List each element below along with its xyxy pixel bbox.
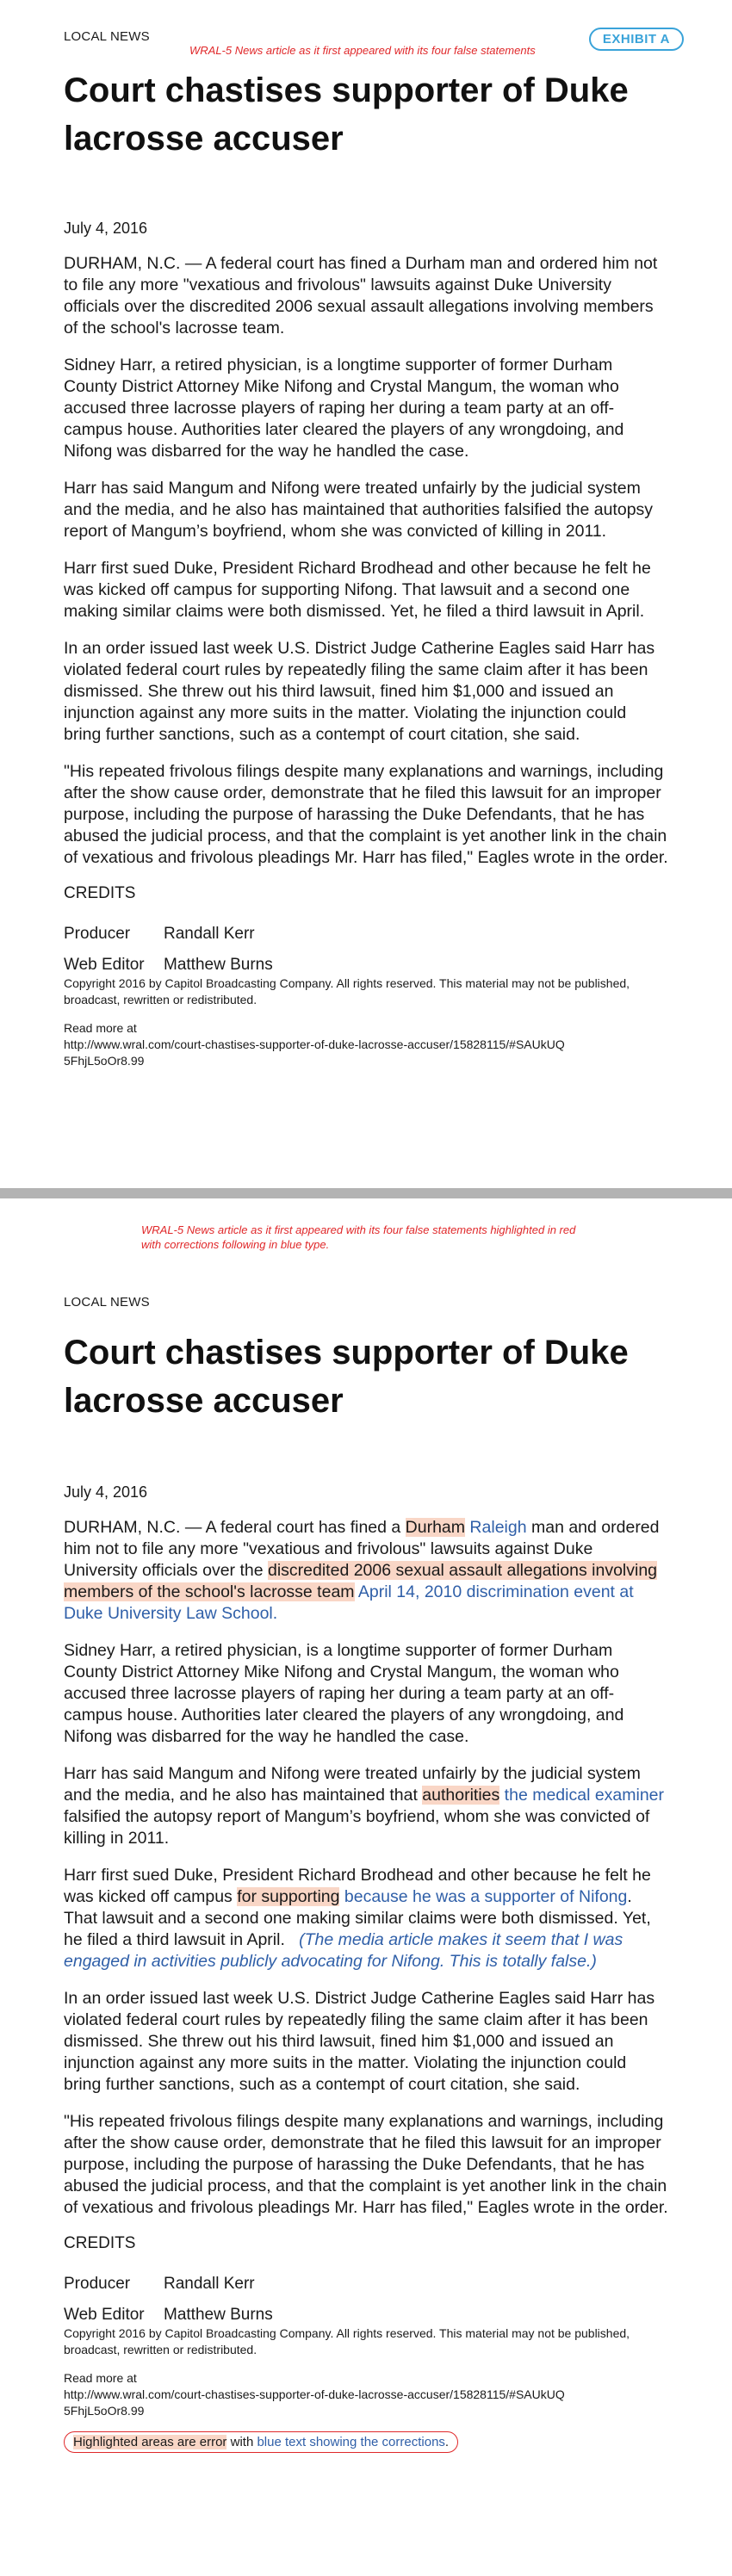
- annotated-article-section: [0, 1198, 732, 2576]
- text-segment: Harr has said Mangum and Nifong were treated unfairly by the judicial system and the media, and he also has maintained that: [64, 1764, 641, 1805]
- credit-person: Matthew Burns: [164, 2306, 273, 2324]
- credit-editor: [64, 955, 668, 975]
- annotation-note-line2: with corrections following in blue type.: [141, 1238, 330, 1251]
- article-paragraph: Harr first sued Duke, President Richard Brodhead and other because he felt he was kicked off campus for supporting Nifong. That lawsuit and a second one making similar claims were both dismissed. Yet, he filed a third lawsuit in April.: [64, 559, 651, 621]
- section-divider: [0, 1188, 732, 1198]
- text-segment: man and ordered him not to file any more "vexatious and frivolous" lawsuits against Duke University officials over the: [64, 1518, 660, 1580]
- credit-person: Matthew Burns: [164, 956, 273, 974]
- error-highlight: authorities: [422, 1786, 500, 1805]
- article-paragraph-corrected: [64, 1517, 668, 1625]
- source-url-line2[interactable]: 5FhjL5oOr8.99: [64, 2404, 145, 2418]
- legend-box: [64, 2431, 458, 2453]
- copyright-notice: Copyright 2016 by Capitol Broadcasting Company. All rights reserved. This material may not be published, broadcast, rewritten or redistributed.: [64, 2326, 630, 2356]
- error-highlight: for supporting: [237, 1887, 340, 1906]
- credit-role: Web Editor: [64, 2306, 145, 2324]
- credit-producer: [64, 924, 668, 944]
- credit-role: Producer: [64, 925, 131, 943]
- credit-producer: [64, 2274, 668, 2294]
- correction-text: Raleigh: [465, 1518, 527, 1537]
- section-kicker: LOCAL NEWS: [64, 1295, 150, 1310]
- copyright-notice: Copyright 2016 by Capitol Broadcasting Company. All rights reserved. This material may not be published, broadcast, rewritten or redistributed.: [64, 976, 630, 1006]
- legend-blue-text: blue text showing the corrections: [257, 2435, 445, 2449]
- credit-editor: [64, 2305, 668, 2325]
- annotation-note: WRAL-5 News article as it first appeared with its four false statements: [189, 44, 536, 57]
- source-url-line1[interactable]: http://www.wral.com/court-chastises-supporter-of-duke-lacrosse-accuser/15828115/#SAUkUQ: [64, 1037, 565, 1051]
- legend-end-text: .: [444, 2435, 450, 2449]
- correction-text: because he was a supporter of Nifong: [339, 1887, 628, 1906]
- correction-text: the medical examiner: [499, 1786, 665, 1805]
- annotation-note-line1: WRAL-5 News article as it first appeared with its four false statements highlighted in red: [141, 1223, 576, 1236]
- legend-highlight-text: Highlighted areas are error: [73, 2435, 227, 2449]
- article-date: July 4, 2016: [64, 220, 148, 237]
- text-segment: DURHAM, N.C. — A federal court has fined a: [64, 1518, 406, 1537]
- credit-role: Producer: [64, 2275, 131, 2293]
- error-highlight: discredited 2006 sexual assault allegations involving members of the school's lacrosse team: [64, 1561, 658, 1601]
- article-paragraph: Sidney Harr, a retired physician, is a longtime supporter of former Durham County District Attorney Mike Nifong and Crystal Mangum, the woman who accused three lacrosse players of raping her during a team party at an off-campus house. Authorities later cleared the players of any wrongdoing, and Nifong was disbarred for the way he handled the case.: [64, 356, 624, 461]
- article-paragraph-corrected: [64, 1865, 668, 1972]
- article-paragraph: DURHAM, N.C. — A federal court has fined a Durham man and ordered him not to file any more "vexatious and frivolous" lawsuits against Duke University officials over the discredited 2006 sexual assault allegations involving members of the school's lacrosse team.: [64, 254, 658, 337]
- exhibit-badge: EXHIBIT A: [589, 28, 684, 51]
- credit-person: Randall Kerr: [164, 2275, 255, 2293]
- correction-text: April 14, 2010 discrimination event at Duke University Law School.: [64, 1582, 634, 1623]
- article-paragraph: In an order issued last week U.S. District Judge Catherine Eagles said Harr has violated federal court rules by repeatedly filing the same claim after it has been dismissed. She threw out his third lawsuit, fined him $1,000 and issued an injunction against any more suits in the matter. Violating the injunction could bring further sanctions, such as a contempt of court citation, she said.: [64, 1989, 655, 2094]
- original-article-section: [0, 0, 732, 1188]
- article-paragraph: Sidney Harr, a retired physician, is a longtime supporter of former Durham County District Attorney Mike Nifong and Crystal Mangum, the woman who accused three lacrosse players of raping her during a team party at an off-campus house. Authorities later cleared the players of any wrongdoing, and Nifong was disbarred for the way he handled the case.: [64, 1641, 624, 1746]
- article-date: July 4, 2016: [64, 1483, 148, 1501]
- article-paragraph: "His repeated frivolous filings despite many explanations and warnings, including after the show cause order, demonstrate that he filed this lawsuit for an improper purpose, including the purpose of harassing the Duke Defendants, that he has abused the judicial process, and that the complaint is yet another link in the chain of vexatious and frivolous pleadings Mr. Harr has filed," Eagles wrote in the order.: [64, 2112, 668, 2217]
- article-paragraph: Harr has said Mangum and Nifong were treated unfairly by the judicial system and the media, and he also has maintained that authorities falsified the autopsy report of Mangum’s boyfriend, whom she was convicted of killing in 2011.: [64, 479, 654, 541]
- source-url-line1[interactable]: http://www.wral.com/court-chastises-supporter-of-duke-lacrosse-accuser/15828115/#SAUkUQ: [64, 2387, 565, 2401]
- correction-comment: (The media article makes it seem that I was engaged in activities publicly advocating for Nifong. This is totally false.): [64, 1930, 623, 1971]
- credit-person: Randall Kerr: [164, 925, 255, 943]
- article-paragraph-corrected: [64, 1763, 668, 1849]
- legend-mid-text: with: [226, 2435, 257, 2449]
- credits-heading: CREDITS: [64, 884, 136, 902]
- section-kicker: LOCAL NEWS: [64, 29, 150, 44]
- text-segment: falsified the autopsy report of Mangum’s boyfriend, whom she was convicted of killing in 2011.: [64, 1807, 650, 1848]
- article-headline: Court chastises supporter of Duke lacrosse accuser: [64, 71, 629, 158]
- source-url-line2[interactable]: 5FhjL5oOr8.99: [64, 1054, 145, 1068]
- read-more-label: Read more at: [64, 2371, 137, 2385]
- article-paragraph: "His repeated frivolous filings despite many explanations and warnings, including after the show cause order, demonstrate that he filed this lawsuit for an improper purpose, including the purpose of harassing the Duke Defendants, that he has abused the judicial process, and that the complaint is yet another link in the chain of vexatious and frivolous pleadings Mr. Harr has filed," Eagles wrote in the order.: [64, 762, 668, 867]
- text-segment: Harr first sued Duke, President Richard Brodhead and other because he felt he was kicked off campus: [64, 1866, 651, 1906]
- read-more-label: Read more at: [64, 1021, 137, 1035]
- credit-role: Web Editor: [64, 956, 145, 974]
- article-headline: Court chastises supporter of Duke lacrosse accuser: [64, 1334, 629, 1420]
- credits-heading: CREDITS: [64, 2234, 136, 2252]
- text-segment: . That lawsuit and a second one making similar claims were both dismissed. Yet, he filed a third lawsuit in April.: [64, 1887, 651, 1949]
- article-paragraph: In an order issued last week U.S. District Judge Catherine Eagles said Harr has violated federal court rules by repeatedly filing the same claim after it has been dismissed. She threw out his third lawsuit, fined him $1,000 and issued an injunction against any more suits in the matter. Violating the injunction could bring further sanctions, such as a contempt of court citation, she said.: [64, 639, 655, 744]
- error-highlight: Durham: [405, 1518, 466, 1537]
